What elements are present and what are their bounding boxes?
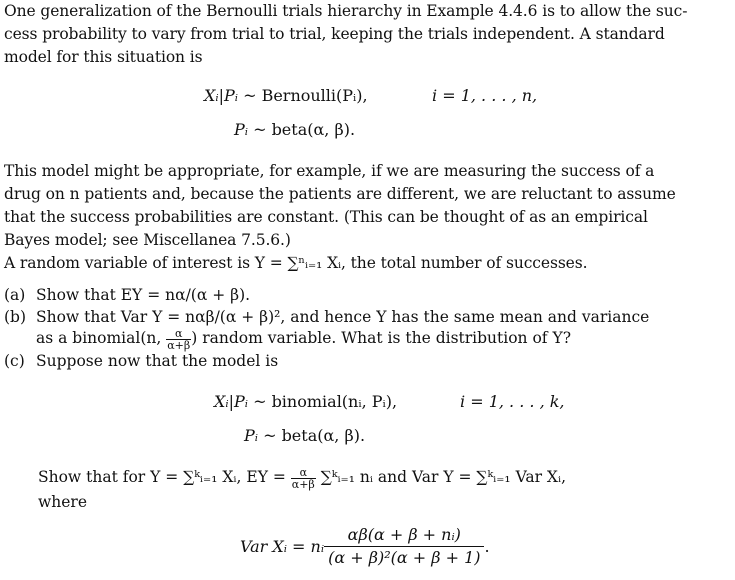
- intro-line-1: One generalization of the Bernoulli trials hierarchy in Example 4.4.6 is to allow the suc-: [4, 2, 688, 20]
- model2-eq1-lhs: Xᵢ|Pᵢ ~: [214, 392, 272, 411]
- part-b-text-2-post: ) random variable. What is the distribution of Y?: [191, 329, 572, 347]
- part-c-label: (c): [4, 352, 25, 370]
- model2-equation-2: [244, 426, 365, 445]
- part-a-label: (a): [4, 286, 26, 304]
- show-text-b: ∑ᵏᵢ₌₁ nᵢ and Var Y = ∑ᵏᵢ₌₁ Var Xᵢ,: [315, 468, 566, 486]
- body-line-4: Bayes model; see Miscellanea 7.5.6.): [4, 231, 291, 249]
- model2-eq1-range: i = 1, . . . , k,: [460, 392, 565, 411]
- show-line-2: [38, 491, 728, 513]
- model1-equation-2: [234, 120, 355, 139]
- variance-formula: [240, 524, 490, 569]
- model1-equation-1: [204, 86, 368, 105]
- body-paragraph: [4, 160, 728, 275]
- part-a: [4, 284, 728, 306]
- show-fraction-numerator: α: [291, 467, 316, 479]
- body-line-2: drug on n patients and, because the patients are different, we are reluctant to assume: [4, 185, 676, 203]
- variance-numerator: αβ(α + β + nᵢ): [324, 524, 484, 547]
- part-b-label: (b): [4, 308, 27, 326]
- model1-eq2-rhs: beta(α, β).: [271, 120, 356, 139]
- body-line-5: A random variable of interest is Y = ∑ⁿᵢ₌₁ Xᵢ, the total number of successes.: [4, 254, 588, 272]
- intro-paragraph: [4, 0, 728, 69]
- model2-equation-1: [214, 392, 397, 411]
- intro-line-2: cess probability to vary from trial to trial, keeping the trials independent. A standard: [4, 25, 665, 43]
- part-b-fraction: [166, 328, 191, 351]
- model1-eq2-lhs: Pᵢ ~: [234, 120, 272, 139]
- body-line-1: This model might be appropriate, for example, if we are measuring the success of a: [4, 162, 655, 180]
- part-b-text-1: Show that Var Y = nαβ/(α + β)², and hence Y has the same mean and variance: [36, 308, 650, 326]
- body-line-3: that the success probabilities are constant. (This can be thought of as an empirical: [4, 208, 648, 226]
- model1-eq1-range: i = 1, . . . , n,: [432, 86, 538, 105]
- part-b-line-2: [36, 327, 728, 351]
- part-b-fraction-numerator: α: [166, 328, 191, 340]
- part-b-fraction-denominator: α+β: [167, 338, 191, 352]
- part-b: [4, 306, 728, 328]
- part-c: [4, 350, 728, 372]
- show-line-1: [38, 466, 728, 490]
- show-fraction: [291, 467, 316, 490]
- model1-eq1-rhs: Bernoulli(Pᵢ),: [261, 86, 368, 105]
- show-fraction-denominator: α+β: [291, 477, 315, 491]
- show-text-a: Show that for Y = ∑ᵏᵢ₌₁ Xᵢ, EY =: [38, 468, 291, 486]
- part-a-text: Show that EY = nα/(α + β).: [36, 286, 251, 304]
- model2-eq1-rhs: binomial(nᵢ, Pᵢ),: [271, 392, 398, 411]
- part-b-text-2-pre: as a binomial(n,: [36, 329, 167, 347]
- model1-equation-1-range: [432, 86, 537, 105]
- show-where: where: [38, 493, 88, 511]
- model2-equation-1-range: [460, 392, 565, 411]
- model2-eq2-rhs: beta(α, β).: [281, 426, 366, 445]
- textbook-page: [4, 0, 731, 580]
- variance-fraction: [324, 524, 484, 569]
- part-c-text: Suppose now that the model is: [36, 352, 279, 370]
- variance-lhs: Var Xᵢ = nᵢ: [240, 537, 325, 556]
- variance-denominator: (α + β)²(α + β + 1): [328, 548, 481, 567]
- variance-period: .: [484, 537, 490, 556]
- intro-line-3: model for this situation is: [4, 48, 203, 66]
- model1-eq1-lhs: Xᵢ|Pᵢ ~: [204, 86, 262, 105]
- model2-eq2-lhs: Pᵢ ~: [244, 426, 282, 445]
